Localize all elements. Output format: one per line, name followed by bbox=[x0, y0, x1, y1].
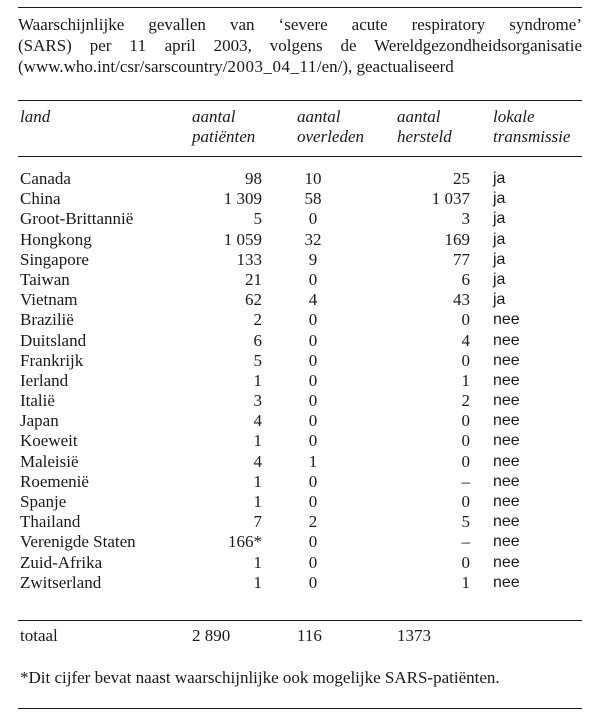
cell-patienten: 5 bbox=[253, 209, 262, 229]
table-row bbox=[0, 351, 600, 371]
cell-hersteld: – bbox=[461, 532, 470, 552]
cell-hersteld: 169 bbox=[444, 229, 470, 249]
header-top-rule bbox=[18, 100, 582, 101]
cell-hersteld: 0 bbox=[461, 552, 470, 572]
cell-hersteld: 5 bbox=[461, 512, 470, 532]
cell-overleden: 0 bbox=[308, 552, 318, 572]
cell-transmissie: nee bbox=[493, 351, 520, 369]
cell-land: Vietnam bbox=[20, 290, 78, 310]
total-rule bbox=[18, 620, 582, 621]
cell-overleden: 10 bbox=[304, 169, 322, 188]
cell-transmissie: nee bbox=[493, 371, 520, 389]
caption-line-2 bbox=[18, 35, 582, 56]
cell-hersteld: 2 bbox=[461, 391, 470, 411]
table-row bbox=[0, 411, 600, 431]
cell-land: Singapore bbox=[20, 249, 89, 269]
cell-overleden: 9 bbox=[308, 249, 318, 269]
table-row bbox=[0, 391, 600, 411]
cell-hersteld: 6 bbox=[461, 269, 470, 289]
cell-land: Thailand bbox=[20, 512, 81, 532]
cell-hersteld: 0 bbox=[461, 411, 470, 431]
cell-patienten: 6 bbox=[253, 330, 262, 350]
cell-hersteld: 1 037 bbox=[431, 189, 470, 209]
cell-patienten: 1 309 bbox=[223, 189, 262, 209]
caption-line-3-pre: (www.who.int/csr/sarscountry/ bbox=[18, 57, 228, 76]
cell-land: Japan bbox=[20, 411, 59, 431]
table-row bbox=[0, 189, 600, 209]
cell-transmissie: nee bbox=[493, 392, 520, 410]
cell-patienten: 1 bbox=[253, 492, 262, 511]
caption-day: 11 bbox=[129, 36, 147, 55]
cell-patienten: 21 bbox=[245, 269, 262, 289]
header-overleden-line2: overleden bbox=[297, 127, 365, 146]
cell-transmissie: nee bbox=[493, 573, 520, 591]
header-transmissie-line1: lokale bbox=[493, 107, 535, 126]
cell-patienten: 1 bbox=[253, 431, 262, 451]
cell-patienten: 1 bbox=[253, 370, 262, 390]
cell-hersteld: 0 bbox=[461, 431, 470, 451]
cell-overleden: 0 bbox=[308, 209, 318, 229]
cell-land: Zwitserland bbox=[20, 572, 102, 592]
table-row bbox=[0, 169, 600, 189]
cell-transmissie: ja bbox=[493, 190, 506, 208]
cell-patienten: 98 bbox=[245, 169, 262, 188]
table-body bbox=[0, 169, 600, 593]
header-bottom-rule bbox=[18, 156, 582, 157]
table-row bbox=[0, 331, 600, 351]
bottom-rule bbox=[18, 708, 582, 709]
total-hersteld: 1373 bbox=[397, 626, 431, 645]
cell-hersteld: 25 bbox=[453, 169, 470, 188]
cell-transmissie: ja bbox=[493, 270, 506, 288]
cell-hersteld: 43 bbox=[453, 290, 470, 310]
table-row bbox=[0, 573, 600, 593]
cell-land: Roemenië bbox=[20, 471, 89, 491]
cell-transmissie: nee bbox=[493, 472, 520, 490]
table-row bbox=[0, 270, 600, 290]
cell-overleden: 2 bbox=[308, 512, 318, 532]
cell-transmissie: nee bbox=[493, 432, 520, 450]
header-transmissie bbox=[493, 107, 570, 147]
cell-patienten: 7 bbox=[253, 512, 262, 532]
header-land-label: land bbox=[20, 107, 51, 126]
cell-land: Maleisië bbox=[20, 451, 79, 471]
table-row bbox=[0, 553, 600, 573]
cell-transmissie: nee bbox=[493, 493, 520, 510]
cell-transmissie: ja bbox=[493, 170, 506, 187]
cell-hersteld: 3 bbox=[461, 209, 470, 229]
caption-line-3 bbox=[18, 56, 582, 77]
cell-overleden: 0 bbox=[308, 411, 318, 431]
cell-overleden: 0 bbox=[308, 572, 318, 592]
cell-overleden: 4 bbox=[308, 290, 318, 310]
cell-patienten: 1 059 bbox=[223, 229, 262, 249]
cell-transmissie: nee bbox=[493, 452, 520, 470]
cell-transmissie: ja bbox=[493, 230, 506, 248]
table-row bbox=[0, 512, 600, 532]
table-row bbox=[0, 452, 600, 472]
table-row bbox=[0, 532, 600, 552]
cell-overleden: 0 bbox=[308, 391, 318, 411]
cell-patienten: 2 bbox=[253, 310, 262, 330]
cell-land: Spanje bbox=[20, 492, 67, 511]
cell-overleden: 0 bbox=[308, 310, 318, 330]
table-row bbox=[0, 431, 600, 451]
cell-patienten: 4 bbox=[253, 411, 262, 431]
cell-transmissie: nee bbox=[493, 513, 520, 531]
cell-land: Ierland bbox=[20, 370, 69, 390]
cell-patienten: 1 bbox=[253, 471, 262, 491]
header-overleden bbox=[297, 107, 364, 147]
cell-overleden: 0 bbox=[308, 330, 318, 350]
caption-line-3-post: /en/), geactualiseerd bbox=[316, 57, 454, 76]
cell-hersteld: 4 bbox=[461, 330, 470, 350]
header-land bbox=[20, 107, 50, 127]
cell-land: Groot-Brittannië bbox=[20, 209, 134, 229]
cell-hersteld: 0 bbox=[461, 451, 470, 471]
cell-overleden: 0 bbox=[308, 370, 318, 390]
cell-patienten: 5 bbox=[253, 350, 262, 370]
cell-patienten: 4 bbox=[253, 451, 262, 471]
cell-transmissie: nee bbox=[493, 412, 520, 430]
cell-land: Zuid-Afrika bbox=[20, 552, 103, 572]
cell-land: Koeweit bbox=[20, 431, 78, 451]
header-overleden-line1: aantal bbox=[297, 107, 341, 126]
caption-line-2-pre: (SARS) per bbox=[18, 36, 130, 55]
table-row bbox=[0, 209, 600, 229]
cell-transmissie: nee bbox=[493, 311, 520, 329]
cell-overleden: 58 bbox=[304, 189, 322, 209]
total-overleden: 116 bbox=[297, 626, 322, 645]
top-rule bbox=[18, 7, 582, 8]
cell-overleden: 0 bbox=[308, 269, 318, 289]
cell-land: Verenigde Staten bbox=[20, 532, 136, 552]
cell-patienten: 1 bbox=[253, 552, 262, 572]
cell-overleden: 0 bbox=[308, 471, 318, 491]
cell-transmissie: ja bbox=[493, 291, 506, 309]
caption-line-2-post: april 2003, volgens de Wereldgezondheidsorganisatie bbox=[146, 36, 582, 55]
cell-transmissie: nee bbox=[493, 553, 520, 571]
header-patienten-line2: patiënten bbox=[192, 127, 256, 146]
table-row bbox=[0, 472, 600, 492]
cell-transmissie: nee bbox=[493, 533, 520, 551]
cell-hersteld: 0 bbox=[461, 350, 470, 370]
cell-hersteld: 0 bbox=[461, 310, 470, 330]
cell-land: Taiwan bbox=[20, 269, 70, 289]
cell-overleden: 0 bbox=[308, 350, 318, 370]
cell-patienten: 62 bbox=[245, 290, 262, 310]
footnote: *Dit cijfer bevat naast waarschijnlijke ook mogelijke SARS-patiënten. bbox=[20, 668, 500, 687]
header-patienten bbox=[192, 107, 255, 147]
cell-land: Hongkong bbox=[20, 229, 92, 249]
cell-land: Italië bbox=[20, 391, 55, 411]
cell-patienten: 166* bbox=[228, 532, 262, 552]
total-label: totaal bbox=[20, 626, 58, 645]
cell-land: Frankrijk bbox=[20, 350, 84, 370]
cell-hersteld: 0 bbox=[461, 492, 470, 511]
cell-hersteld: – bbox=[461, 471, 470, 491]
cell-overleden: 32 bbox=[304, 229, 322, 249]
cell-patienten: 1 bbox=[253, 572, 262, 592]
cell-overleden: 0 bbox=[308, 431, 318, 451]
table-row bbox=[0, 492, 600, 512]
table-row bbox=[0, 230, 600, 250]
caption-line-1: Waarschijnlijke gevallen van ‘severe acute respiratory syndrome’ bbox=[18, 15, 582, 34]
table-row bbox=[0, 290, 600, 310]
cell-overleden: 0 bbox=[308, 532, 318, 552]
cell-land: China bbox=[20, 189, 61, 209]
cell-hersteld: 1 bbox=[461, 370, 470, 390]
cell-patienten: 3 bbox=[253, 391, 262, 411]
cell-patienten: 133 bbox=[236, 249, 262, 269]
cell-land: Brazilië bbox=[20, 310, 74, 330]
cell-land: Duitsland bbox=[20, 330, 87, 350]
table-row bbox=[0, 310, 600, 330]
cell-overleden: 0 bbox=[308, 492, 318, 511]
total-patienten: 2 890 bbox=[192, 626, 231, 645]
cell-hersteld: 77 bbox=[453, 249, 470, 269]
cell-overleden: 1 bbox=[308, 451, 318, 471]
cell-transmissie: ja bbox=[493, 210, 506, 228]
header-transmissie-line2: transmissie bbox=[493, 127, 571, 146]
header-patienten-line1: aantal bbox=[192, 107, 236, 126]
cell-hersteld: 1 bbox=[461, 572, 470, 592]
cell-land: Canada bbox=[20, 169, 71, 188]
header-hersteld-line1: aantal bbox=[397, 107, 441, 126]
header-hersteld-line2: hersteld bbox=[397, 127, 452, 146]
cell-transmissie: ja bbox=[493, 250, 506, 268]
table-row bbox=[0, 250, 600, 270]
cell-transmissie: nee bbox=[493, 331, 520, 349]
caption-url-path: 2003_04_11 bbox=[227, 57, 317, 76]
table-caption bbox=[18, 14, 582, 77]
table-row bbox=[0, 371, 600, 391]
header-hersteld bbox=[397, 107, 452, 147]
